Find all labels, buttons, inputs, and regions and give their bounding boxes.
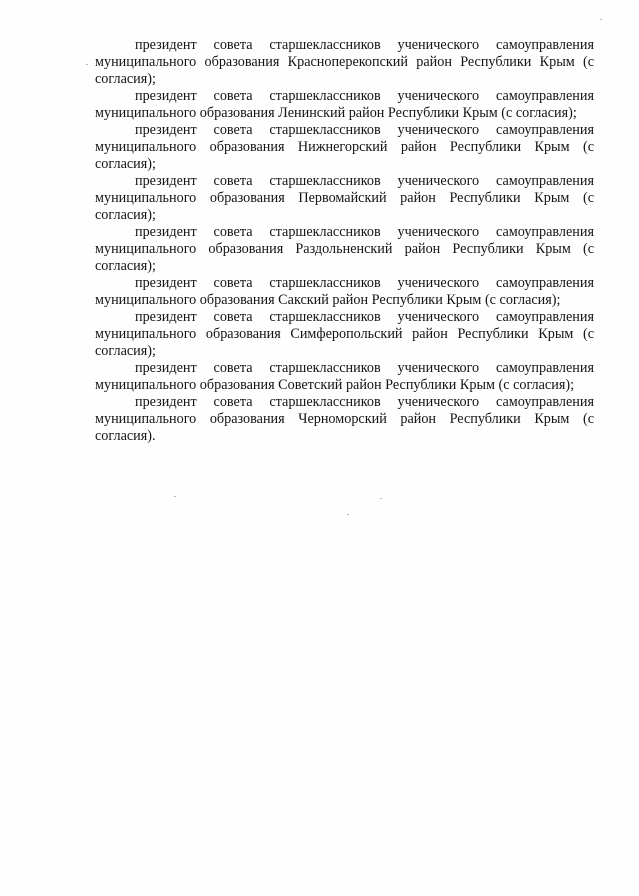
- scan-speck: [380, 498, 382, 499]
- list-item-pervomaysky: президент совета старшеклассников ученического самоуправления муниципального образования Первомайский район Республики Крым (с согласия);: [95, 173, 594, 223]
- list-item-krasnoperekopsky: президент совета старшеклассников ученического самоуправления муниципального образования Красноперекопский район Республики Крым (с согласия);: [95, 37, 594, 87]
- scan-speck: [174, 496, 176, 497]
- list-item-leninsky: президент совета старшеклассников ученического самоуправления муниципального образования Ленинский район Республики Крым (с согласия);: [95, 88, 594, 121]
- scan-speck: [600, 19, 602, 20]
- list-item-razdolnensky: президент совета старшеклассников ученического самоуправления муниципального образования Раздольненский район Республики Крым (с согласия);: [95, 224, 594, 274]
- list-item-sovetsky: президент совета старшеклассников ученического самоуправления муниципального образования Советский район Республики Крым (с согласия);: [95, 360, 594, 393]
- list-item-simferopolsky: президент совета старшеклассников ученического самоуправления муниципального образования Симферопольский район Республики Крым (с согласия);: [95, 309, 594, 359]
- document-body: [95, 37, 594, 445]
- scan-speck: [347, 514, 349, 515]
- list-item-nizhnegorsky: президент совета старшеклассников ученического самоуправления муниципального образования Нижнегорский район Республики Крым (с согласия);: [95, 122, 594, 172]
- scan-speck: [86, 64, 88, 65]
- list-item-saksky: президент совета старшеклассников ученического самоуправления муниципального образования Сакский район Республики Крым (с согласия);: [95, 275, 594, 308]
- list-item-chernomorsky: президент совета старшеклассников ученического самоуправления муниципального образования Черноморский район Республики Крым (с согласия).: [95, 394, 594, 444]
